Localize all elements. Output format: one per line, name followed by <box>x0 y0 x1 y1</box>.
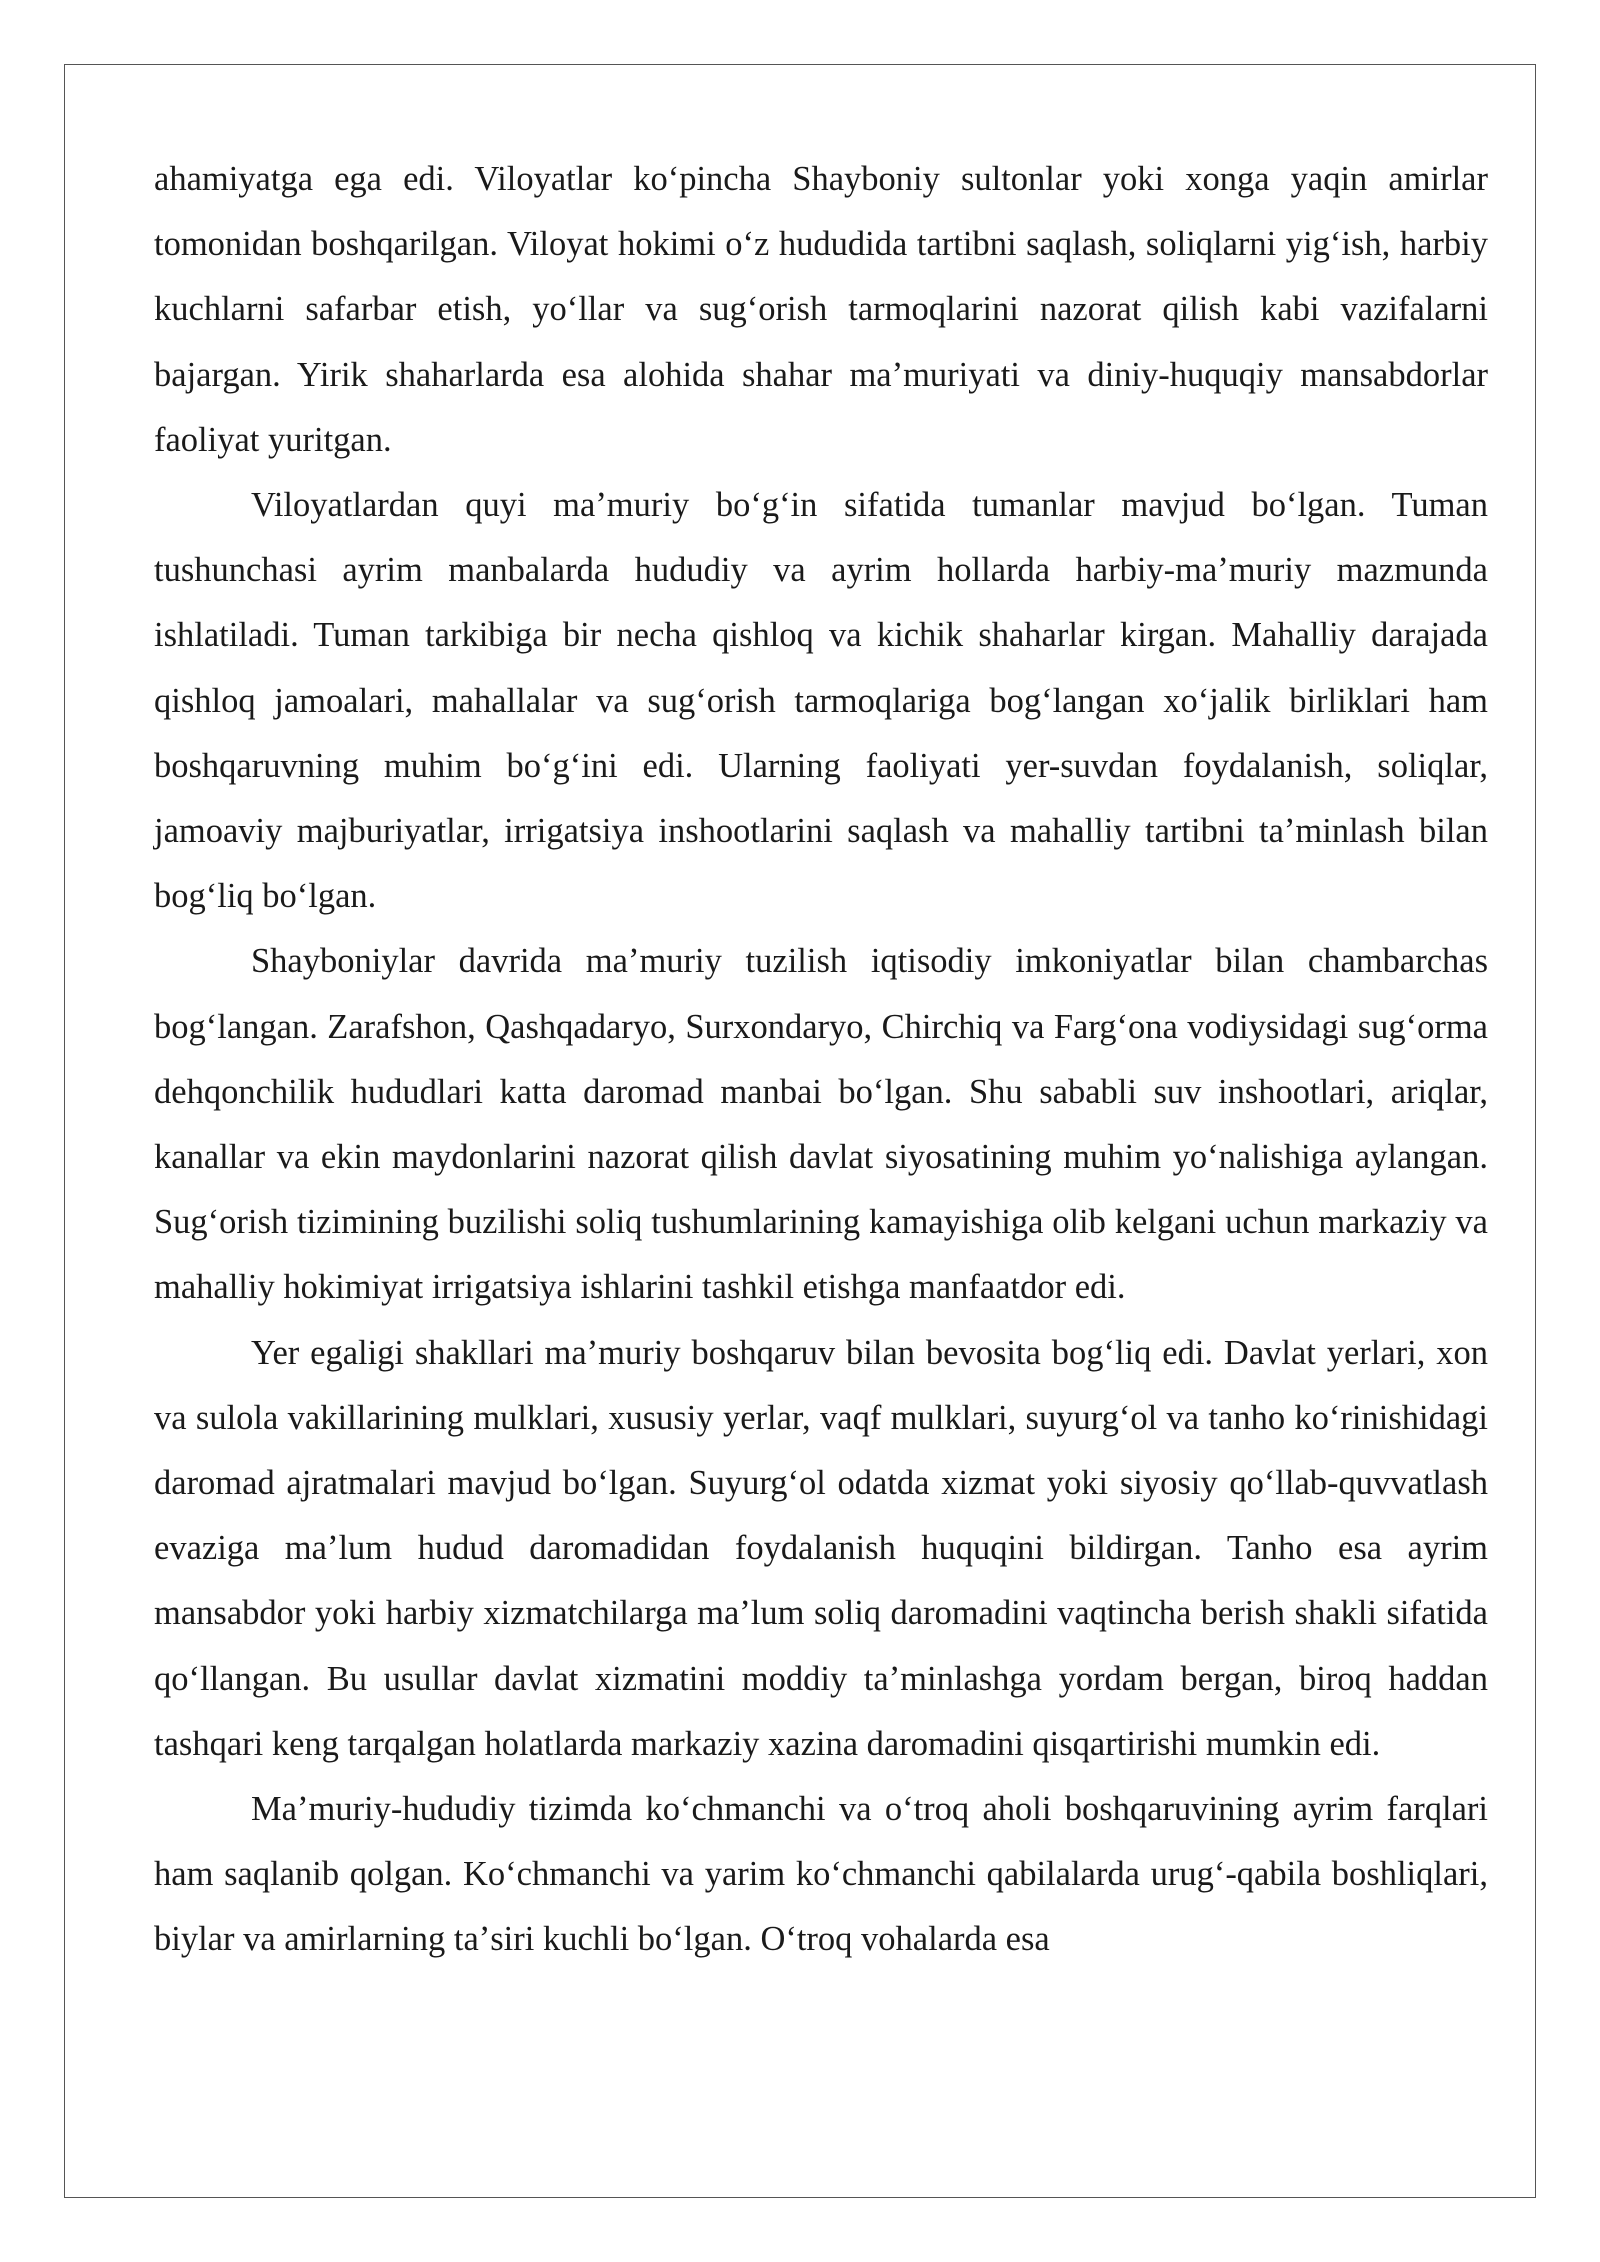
paragraph-2: Viloyatlardan quyi maʼmuriy boʻgʻin sifatida tumanlar mavjud boʻlgan. Tuman tushunchasi ayrim manbalarda hududiy va ayrim hollarda harbiy-maʼmuriy mazmunda ishlatiladi. Tuman tarkibiga bir necha qishloq va kichik shaharlar kirgan. Mahalliy darajada qishloq jamoalari, mahallalar va sugʻorish tarmoqlariga bogʻlangan xoʻjalik birliklari ham boshqaruvning muhim boʻgʻini edi. Ularning faoliyati yer-suvdan foydalanish, soliqlar, jamoaviy majburiyatlar, irrigatsiya inshootlarini saqlash va mahalliy tartibni taʼminlash bilan bogʻliq boʻlgan. <box>154 486 1488 916</box>
paragraph-1: ahamiyatga ega edi. Viloyatlar koʻpincha Shayboniy sultonlar yoki xonga yaqin amirlar tomonidan boshqarilgan. Viloyat hokimi oʻz hududida tartibni saqlash, soliqlarni yigʻish, harbiy kuchlarni safarbar etish, yoʻllar va sugʻorish tarmoqlarini nazorat qilish kabi vazifalarni bajargan. Yirik shaharlarda esa alohida shahar maʼmuriyati va diniy-huquqiy mansabdorlar faoliyat yuritgan. <box>154 160 1488 459</box>
paragraph-3: Shayboniylar davrida maʼmuriy tuzilish iqtisodiy imkoniyatlar bilan chambarchas bogʻlangan. Zarafshon, Qashqadaryo, Surxondaryo, Chirchiq va Fargʻona vodiysidagi sugʻorma dehqonchilik hududlari katta daromad manbai boʻlgan. Shu sababli suv inshootlari, ariqlar, kanallar va ekin maydonlarini nazorat qilish davlat siyosatining muhim yoʻnalishiga aylangan. Sugʻorish tizimining buzilishi soliq tushumlarining kamayishiga olib kelgani uchun markaziy va mahalliy hokimiyat irrigatsiya ishlarini tashkil etishga manfaatdor edi. <box>154 942 1488 1307</box>
paragraph-5: Maʼmuriy-hududiy tizimda koʻchmanchi va oʻtroq aholi boshqaruvining ayrim farqlari ham saqlanib qolgan. Koʻchmanchi va yarim koʻchmanchi qabilalarda urugʻ-qabila boshliqlari, biylar va amirlarning taʼsiri kuchli boʻlgan. Oʻtroq vohalarda esa <box>154 1790 1488 1959</box>
paragraph-4: Yer egaligi shakllari maʼmuriy boshqaruv bilan bevosita bogʻliq edi. Davlat yerlari, xon va sulola vakillarining mulklari, xususiy yerlar, vaqf mulklari, suyurgʻol va tanho koʻrinishidagi daromad ajratmalari mavjud boʻlgan. Suyurgʻol odatda xizmat yoki siyosiy qoʻllab-quvvatlash evaziga maʼlum hudud daromadidan foydalanish huquqini bildirgan. Tanho esa ayrim mansabdor yoki harbiy xizmatchilarga maʼlum soliq daromadini vaqtincha berish shakli sifatida qoʻllangan. Bu usullar davlat xizmatini moddiy taʼminlashga yordam bergan, biroq haddan tashqari keng tarqalgan holatlarda markaziy xazina daromadini qisqartirishi mumkin edi. <box>154 1333 1488 1763</box>
document-body <box>154 147 1488 1973</box>
